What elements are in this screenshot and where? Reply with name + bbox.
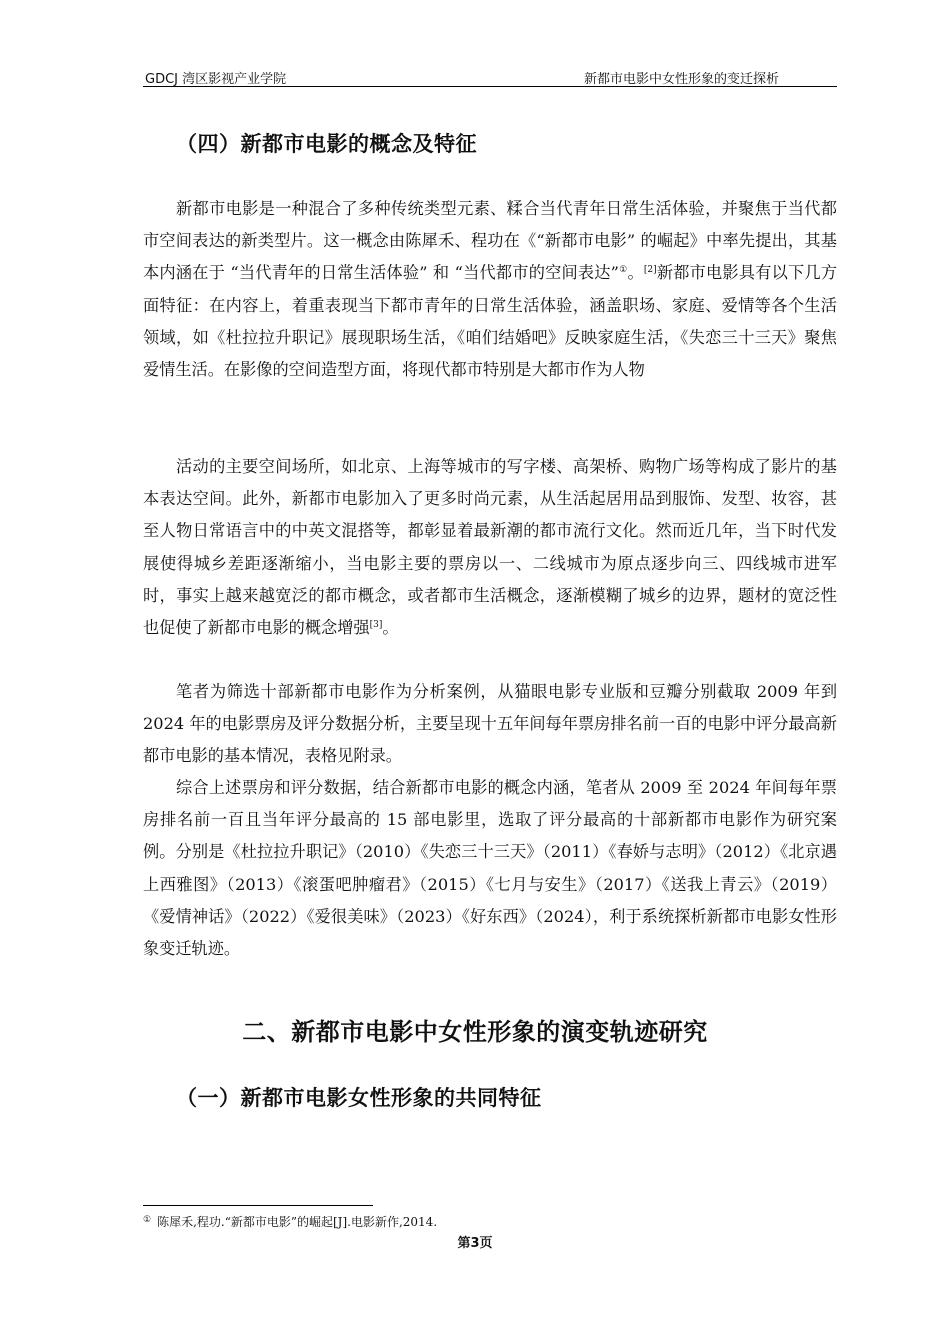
paragraph-3: 笔者为筛选十部新都市电影作为分析案例，从猫眼电影专业版和豆瓣分别截取 2009 年到 2024 年的电影票房及评分数据分析，主要呈现十五年间每年票房排名前一百的电影中评分最高新都市电影的基本情况，表格见附录。	[143, 682, 837, 766]
header-institution: GDCJ 湾区影视产业学院	[145, 72, 287, 87]
paragraph-1-text-a: 新都市电影是一种混合了多种传统类型元素、糅合当代青年日常生活体验，并聚焦于当代都市空间表达的新类型片。这一概念由陈犀禾、程功在《“新都市电影” 的崛起》中率先提出，其基本内涵在于 “当代青年的日常生活体验” 和 “当代都市的空间表达”	[143, 199, 837, 283]
paragraph-1-period: 。	[627, 263, 644, 283]
footnote-mark: ①	[143, 1215, 152, 1225]
paragraph-1	[143, 193, 837, 386]
section-four-heading: （四）新都市电影的概念及特征	[176, 132, 477, 156]
footnote-divider	[143, 1205, 373, 1206]
page-header	[143, 66, 837, 87]
footnote-text: 陈犀禾,程功.“新都市电影”的崛起[J].电影新作,2014.	[157, 1215, 438, 1229]
citation-2[interactable]: [2]	[643, 265, 657, 276]
paragraph-2	[143, 451, 837, 644]
footnote	[143, 1213, 437, 1230]
chapter-two-heading: 二、新都市电影中女性形象的演变轨迹研究	[242, 1018, 708, 1046]
paragraph-4: 综合上述票房和评分数据，结合新都市电影的概念内涵，笔者从 2009 至 2024 年间每年票房排名前一百且当年评分最高的 15 部电影里，选取了评分最高的十部新都市电影作为研究案例。分别是《杜拉拉升职记》（2010）《失恋三十三天》（2011）《春娇与志明》（2012）《北京遇上西雅图》（2013）《滚蛋吧肿瘤君》（2015）《七月与安生》（2017）《送我上青云》（2019）《爱情神话》（2022）《爱很美味》（2023）《好东西》（2024），利于系统探析新都市电影女性形象变迁轨迹。	[143, 778, 837, 959]
citation-3[interactable]: [3]	[369, 620, 383, 631]
paragraph-2-text: 活动的主要空间场所，如北京、上海等城市的写字楼、高架桥、购物广场等构成了影片的基本表达空间。此外，新都市电影加入了更多时尚元素，从生活起居用品到服饰、发型、妆容，甚至人物日常语言中的中英文混搭等，都彰显着最新潮的都市流行文化。然而近几年，当下时代发展使得城乡差距逐渐缩小，当电影主要的票房以一、二线城市为原点逐步向三、四线城市进军时，事实上越来越宽泛的都市概念，或者都市生活概念，逐渐模糊了城乡的边界，题材的宽泛性也促使了新都市电影的概念增强	[143, 457, 837, 638]
paragraph-1-text-b: 新都市电影具有以下几方面特征：在内容上，着重表现当下都市青年的日常生活体验，涵盖职场、家庭、爱情等各个生活领域，如《杜拉拉升职记》展现职场生活，《咱们结婚吧》反映家庭生活，《失恋三十三天》聚焦爱情生活。在影像的空间造型方面，将现代都市特别是大都市作为人物	[143, 263, 838, 380]
paragraph-2-end: 。	[382, 618, 399, 638]
page-number: 第3页	[457, 1236, 493, 1251]
header-paper-title: 新都市电影中女性形象的变迁探析	[583, 72, 779, 87]
footnote-ref-mark[interactable]: ①	[618, 265, 628, 276]
section-one-heading: （一）新都市电影女性形象的共同特征	[176, 1086, 542, 1110]
